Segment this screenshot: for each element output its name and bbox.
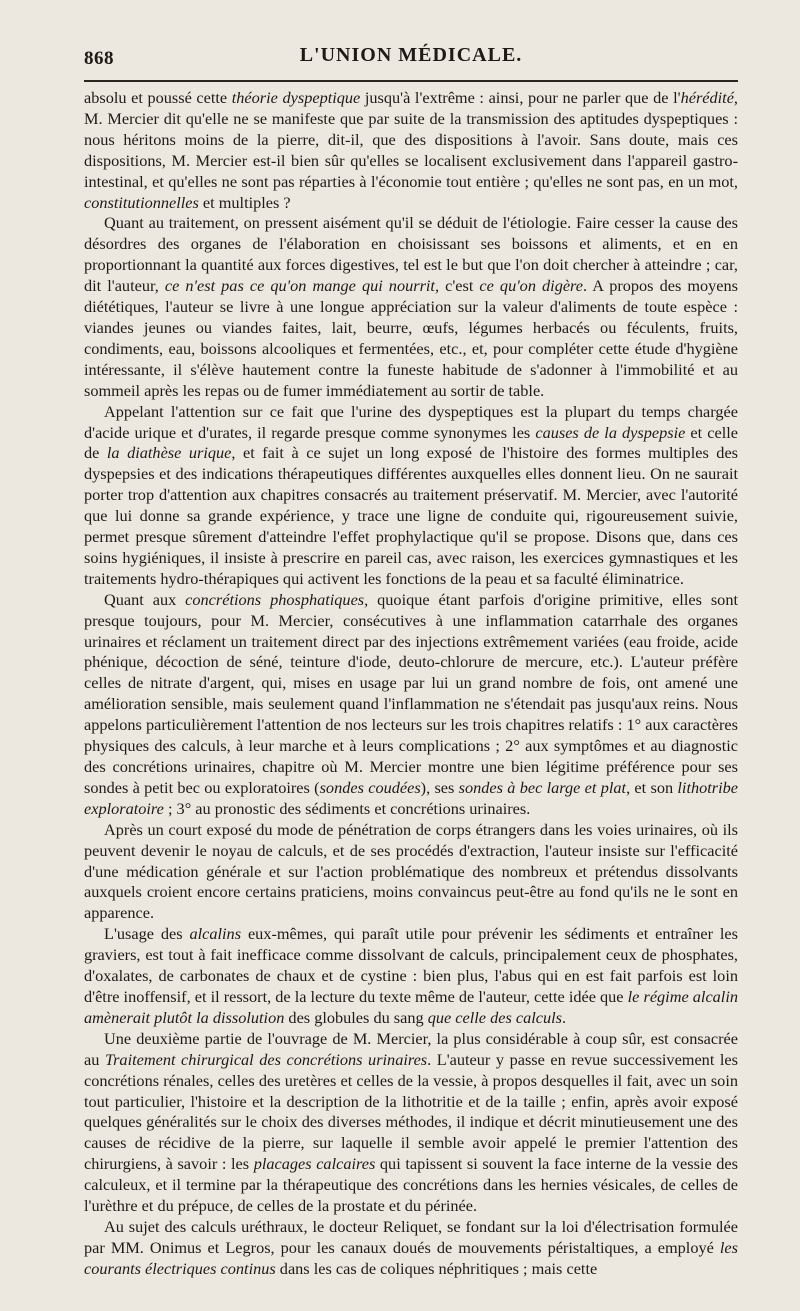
text-run: eux-mêmes, qui paraît utile pour prévenir les sédiments et entraîner les graviers, est tout à fait inefficace comme dissolvant de calculs, principalement ceux de phosphates, d'oxalates, de carbonates de chaux et de cystine : bien plus, l'abus qui en est fait parfois est loin d'être inoffensif, et il ressort, de la lecture du texte même de l'auteur, cette idée que: [84, 924, 738, 1006]
running-head: [84, 40, 738, 76]
italic-text: ce n'est pas ce qu'on mange qui nourrit,: [164, 276, 440, 296]
italic-text: théorie dyspeptique: [231, 88, 361, 107]
paragraph: [84, 590, 738, 820]
italic-text: les courants électriques continus: [84, 1237, 738, 1278]
italic-text: alcalins: [189, 924, 242, 944]
header-rule: [84, 80, 738, 82]
paragraph: [84, 213, 738, 401]
text-run: dans les cas de coliques néphritiques ; mais cette: [275, 1258, 598, 1278]
italic-text: le régime alcalin amènerait plutôt la dissolution: [84, 986, 738, 1027]
text-run: et celle de: [84, 422, 738, 463]
italic-text: hérédité: [680, 88, 734, 107]
text-run: jusqu'à l'extrême : ainsi, pour ne parler que de l': [360, 88, 681, 107]
text-run: c'est: [439, 276, 480, 296]
paragraph: [84, 1029, 738, 1217]
italic-text: sondes à bec large et plat: [458, 777, 627, 797]
journal-title: L'UNION MÉDICALE.: [299, 44, 523, 66]
text-run: absolu et poussé cette: [84, 88, 232, 107]
paragraph: [84, 402, 738, 590]
paragraph: [84, 1217, 738, 1280]
text-run: Appelant l'attention sur ce fait que l'urine des dyspeptiques est la plupart du temps chargée d'acide urique et d'urates, il regarde presque comme synonymes les: [84, 401, 738, 442]
text-run: Une deuxième partie de l'ouvrage de M. Mercier, la plus considérable à coup sûr, est consacrée au: [84, 1028, 738, 1069]
text-run: , et fait à ce sujet un long exposé de l'histoire des formes multiples des dyspepsies et des indications thérapeutiques différentes auxquelles elles donnent lieu. On ne saurait porter trop d'attention aux chapitres consacrés au traitement préservatif. M. Mercier, avec l'autorité que lui donne sa grande expérience, y trace une ligne de conduite qui, rigoureusement suivie, permet presque sûrement d'atteindre l'effet prophylactique qu'il se propose. Disons que, dans ces soins hygiéniques, il insiste à prescrire en pareil cas, avec raison, les exercices gymnastiques et les traitements hydro-thérapiques qui activent les fonctions de la peau et sa faculté éliminatrice.: [84, 443, 739, 588]
italic-text: que celle des calculs: [427, 1007, 562, 1027]
text-run: , quoique étant parfois d'origine primitive, elles sont presque toujours, pour M. Mercier, consécutives à une inflammation catarrhale des organes urinaires et réclament un traitement direct par des injections extrêmement variées (eau froide, acide phénique, décoction de séné, teinture d'iode, deuto-chlorure de mercure, etc.). L'auteur préfère celles de nitrate d'argent, qui, mises en usage par lui un grand nombre de fois, ont amené une amélioration sensible, mais seulement quand l'inflammation ne s'étendait pas jusqu'aux reins. Nous appelons particulièrement l'attention de nos lecteurs sur les trois chapitres relatifs : 1° aux caractères physiques des calculs, à leur marche et à leurs complications ; 2° aux symptômes et au diagnostic des concrétions urinaires, chapitre où M. Mercier montre une bien légitime préférence pour ses sondes à petit bec ou exploratoires (: [84, 589, 738, 797]
text-run: Au sujet des calculs uréthraux, le docteur Reliquet, se fondant sur la loi d'électrisation formulée par MM. Onimus et Legros, pour les canaux doués de mouvements péristaltiques, a employé: [84, 1216, 738, 1257]
italic-text: lithotribe exploratoire: [84, 777, 739, 818]
text-run: , M. Mercier dit qu'elle ne se manifeste que par suite de la transmission des aptitudes dyspeptiques : nous héritons moins de la pierre, dit-il, que des dispositions à l'avoir. Sans doute, mais ces dispositions, M. Mercier est-il bien sûr qu'elles se localisent exclusivement dans l'appareil gastro-intestinal, et qu'elles ne sont pas réparties à l'économie tout entière ; qu'elles ne sont pas, en un mot,: [84, 88, 738, 191]
paragraph: [84, 820, 738, 925]
text-run: et multiples ?: [198, 192, 291, 212]
text-run: . L'auteur y passe en revue successivement les concrétions rénales, celles des uretères et celles de la vessie, à propos desquelles il fait, avec un soin tout particulier, l'histoire et la description de la lithotritie et de la taille ; enfin, après avoir exposé quelques généralités sur le choix des diverses méthodes, il indique et décrit minutieusement une des causes de récidive de la pierre, sur laquelle il semble avoir appelé le premier l'attention des chirurgiens, à savoir : les: [84, 1049, 738, 1174]
paragraph: [84, 88, 738, 213]
text-run: ), ses: [420, 777, 459, 797]
text-run: Quant au traitement, on pressent aisément qu'il se déduit de l'étiologie. Faire cesser la cause des désordres des organes de l'élaboration en choisissant ses boissons et aliments, et en en proportionnant la quantité aux forces digestives, tel est le but que l'on doit chercher à atteindre ; car, dit l'auteur,: [84, 213, 738, 296]
italic-text: Traitement chirurgical des concrétions urinaires: [104, 1049, 428, 1069]
text-run: .: [561, 1007, 567, 1027]
text-run: ; 3° au pronostic des sédiments et concrétions urinaires.: [163, 798, 531, 818]
text-run: Quant aux: [104, 589, 186, 609]
text-run: des globules du sang: [284, 1007, 428, 1027]
text-run: . A propos des moyens diététiques, l'auteur se livre à une longue appréciation sur la valeur d'aliments de toute espèce : viandes jeunes ou viandes faites, lait, beurre, œufs, légumes herbacés ou féculents, fruits, condiments, eau, boissons alcooliques et fermentées, etc., et, pour compléter cette étude d'hygiène intéressante, il s'élève hautement contre la funeste habitude de s'adonner à l'immobilité et au sommeil après les repas ou de fumer immédiatement au sortir de table.: [84, 276, 738, 400]
article-body: [84, 88, 738, 1280]
text-run: qui tapissent si souvent la face interne de la vessie des calculeux, et il termine par la thérapeutique des concrétions dans les hernies vésicales, de celles de l'urèthre et du prépuce, de celles de la prostate et du périnée.: [84, 1154, 738, 1216]
text-run: , et son: [626, 777, 678, 797]
italic-text: concrétions phosphatiques: [185, 589, 365, 609]
italic-text: sondes coudées: [319, 777, 421, 797]
italic-text: ce qu'on digère: [479, 276, 584, 296]
italic-text: la diathèse urique: [106, 443, 232, 463]
italic-text: constitutionnelles: [84, 192, 199, 212]
text-run: Après un court exposé du mode de pénétration de corps étrangers dans les voies urinaires, où ils peuvent devenir le noyau de calculs, et de ses procédés d'extraction, l'auteur insiste sur l'efficacité d'une médication générale et sur l'action problématique des nombreux et prétendus dissolvants auxquels croient encore certains praticiens, moins convaincus peut-être au fond qu'ils ne le sont en apparence.: [84, 819, 738, 923]
paragraph: [84, 924, 738, 1029]
page-number: 868: [84, 48, 114, 69]
italic-text: causes de la dyspepsie: [535, 422, 686, 442]
italic-text: placages calcaires: [253, 1154, 376, 1174]
text-run: L'usage des: [104, 924, 190, 944]
